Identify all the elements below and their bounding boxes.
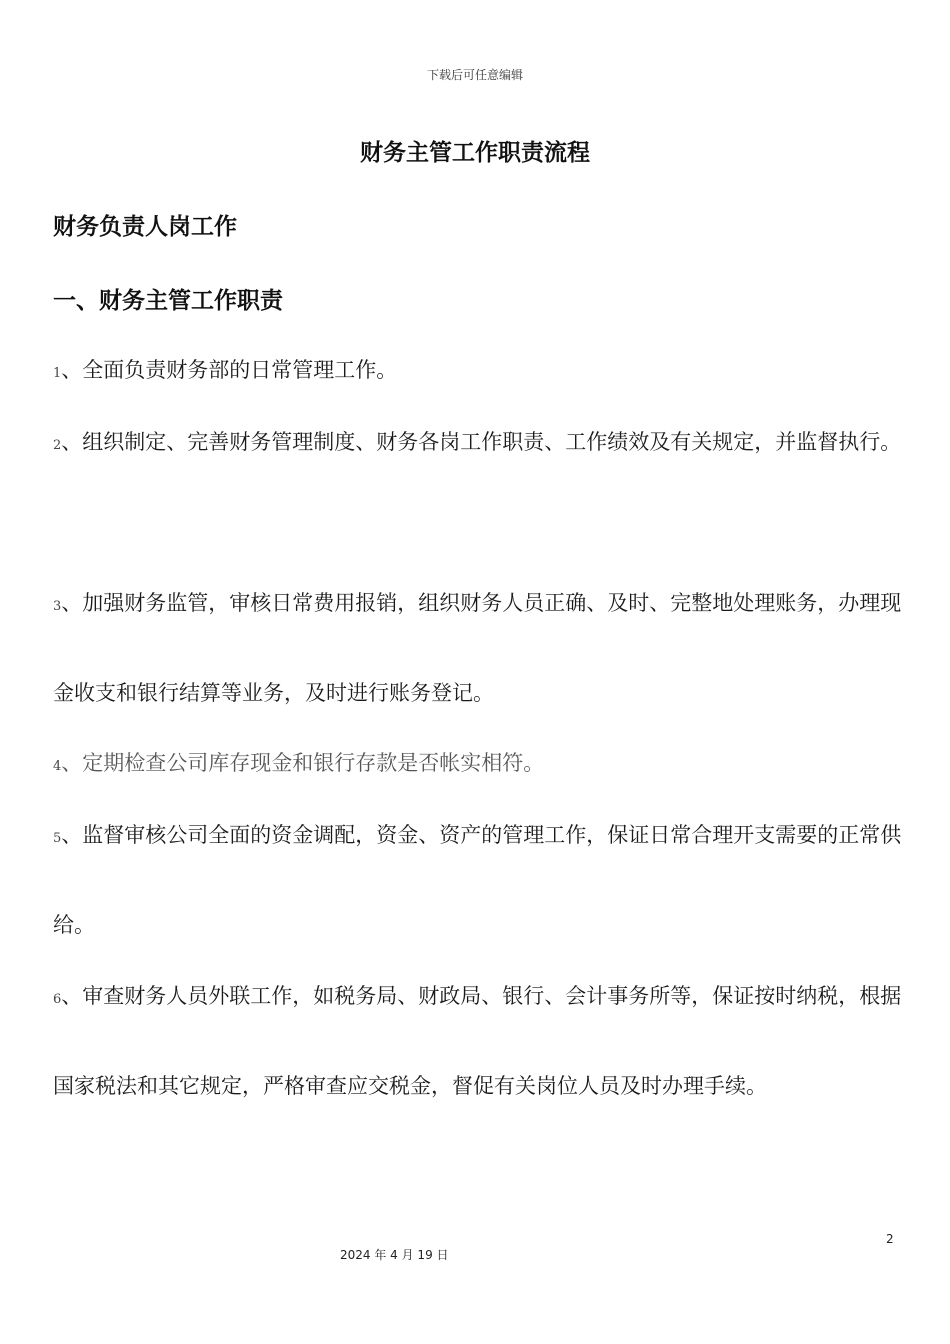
section-heading-duties: 一、财务主管工作职责 — [53, 288, 283, 314]
footer-date: 2024 年 4 月 19 日 — [340, 1248, 449, 1262]
duty-item-text: 、加强财务监管，审核日常费用报销，组织财务人员正确、及时、完整地处理账务，办理现金收支和银行结算等业务，及时进行账务登记。 — [53, 591, 902, 705]
page-number: 2 — [886, 1232, 894, 1246]
duty-item-text: 、审查财务人员外联工作，如税务局、财政局、银行、会计事务所等，保证按时纳税，根据国家税法和其它规定，严格审查应交税金，督促有关岗位人员及时办理手续。 — [53, 984, 902, 1098]
duty-item-text: 、定期检查公司库存现金和银行存款是否帐实相符。 — [61, 751, 545, 775]
duty-item-number: 3 — [53, 599, 62, 614]
duty-item-number: 1 — [53, 366, 62, 381]
duty-item-6 — [53, 953, 903, 1129]
duty-item-3 — [53, 560, 903, 736]
header-note: 下载后可任意编辑 — [426, 68, 523, 82]
duty-item-number: 6 — [53, 992, 62, 1007]
duty-item-5 — [53, 792, 903, 968]
duty-item-number: 4 — [53, 759, 62, 774]
duty-item-2 — [53, 399, 903, 489]
duty-item-text: 、监督审核公司全面的资金调配，资金、资产的管理工作，保证日常合理开支需要的正常供给。 — [53, 823, 902, 937]
section-heading-responsible: 财务负责人岗工作 — [53, 214, 237, 240]
duty-item-number: 5 — [53, 831, 62, 846]
document-title: 财务主管工作职责流程 — [360, 140, 590, 166]
duty-item-text: 、组织制定、完善财务管理制度、财务各岗工作职责、工作绩效及有关规定，并监督执行。 — [61, 430, 902, 454]
duty-item-number: 2 — [53, 438, 62, 453]
duty-item-text: 、全面负责财务部的日常管理工作。 — [61, 358, 398, 382]
